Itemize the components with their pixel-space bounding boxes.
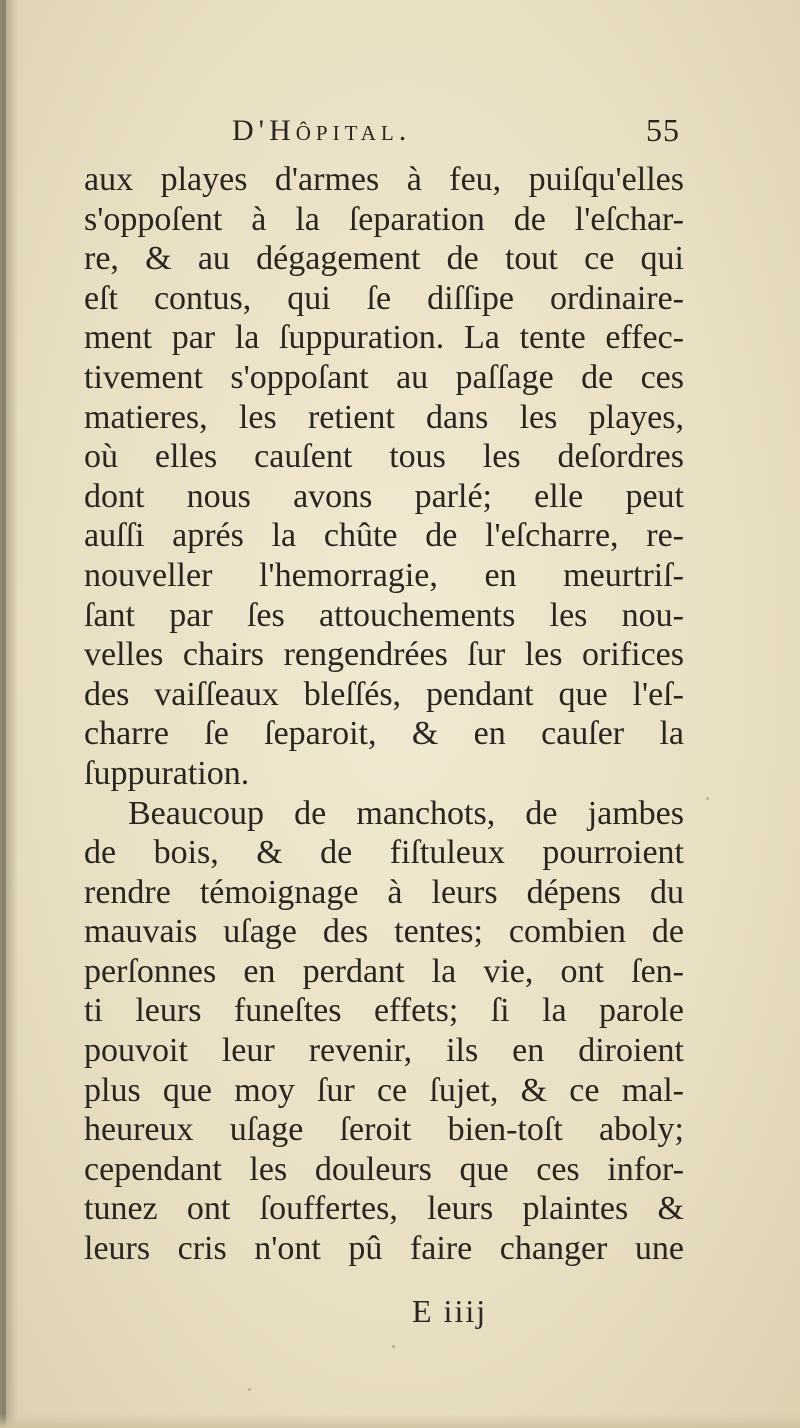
text-line: où elles cauſent tous les deſordres bbox=[84, 438, 684, 476]
text-line: perſonnes en perdant la vie, ont ſen- bbox=[84, 952, 684, 990]
text-line: aux playes d'armes à feu, puiſqu'elles bbox=[84, 161, 684, 198]
paper-speck bbox=[392, 1345, 395, 1348]
text-line: ti leurs funeſtes effets; ſi la parole bbox=[84, 992, 684, 1030]
text-line: velles chairs rengendrées ſur les orifices bbox=[84, 636, 684, 674]
page-bottom-edge bbox=[0, 1414, 800, 1428]
text-line: dont nous avons parlé; elle peut bbox=[84, 477, 684, 515]
text-line: re, & au dégagement de tout ce qui bbox=[84, 240, 684, 278]
text-line: eſt contus, qui ſe diſſipe ordinaire- bbox=[84, 279, 684, 317]
spine-edge bbox=[2, 0, 6, 1428]
text-line: de bois, & de fiſtuleux pourroient bbox=[84, 834, 684, 872]
signature-mark: E iiij bbox=[412, 1293, 488, 1329]
text-line: ment par la ſuppuration. La tente effec- bbox=[84, 319, 684, 357]
paper-speck bbox=[248, 1388, 251, 1391]
text-line: mauvais uſage des tentes; combien de bbox=[84, 913, 684, 951]
text-line: des vaiſſeaux bleſſés, pendant que l'eſ- bbox=[84, 675, 684, 713]
page-number: 55 bbox=[646, 112, 680, 148]
page-header bbox=[84, 112, 684, 160]
paper-speck bbox=[706, 797, 709, 800]
text-line: nouveller l'hemorragie, en meurtriſ- bbox=[84, 556, 684, 594]
text-line: leurs cris n'ont pû faire changer une bbox=[84, 1230, 684, 1268]
text-line: s'oppoſent à la ſeparation de l'eſchar- bbox=[84, 200, 684, 238]
text-line: pouvoit leur revenir, ils en diroient bbox=[84, 1032, 684, 1070]
running-head: D'Hôpital. bbox=[232, 114, 412, 147]
text-line: cependant les douleurs que ces infor- bbox=[84, 1150, 684, 1188]
paragraph-2 bbox=[84, 794, 684, 1269]
text-line: charre ſe ſeparoit, & en cauſer la bbox=[84, 715, 684, 753]
paragraph-1 bbox=[84, 160, 684, 794]
text-line: ſant par ſes attouchements les nou- bbox=[84, 596, 684, 634]
text-line: heureux uſage ſeroit bien-toſt aboly; bbox=[84, 1111, 684, 1149]
text-line: plus que moy ſur ce ſujet, & ce mal- bbox=[84, 1071, 684, 1109]
text-line: ſuppuration. bbox=[84, 754, 250, 792]
text-line: tivement s'oppoſant au paſſage de ces bbox=[84, 358, 684, 396]
text-line: Beaucoup de manchots, de jambes bbox=[128, 794, 684, 832]
text-line: rendre témoignage à leurs dépens du bbox=[84, 873, 684, 911]
text-line: matieres, les retient dans les playes, bbox=[84, 398, 684, 436]
text-line: tunez ont ſouffertes, leurs plaintes & bbox=[84, 1190, 684, 1228]
text-line: auſſi aprés la chûte de l'eſcharre, re- bbox=[84, 517, 684, 555]
text-block bbox=[84, 112, 684, 1269]
